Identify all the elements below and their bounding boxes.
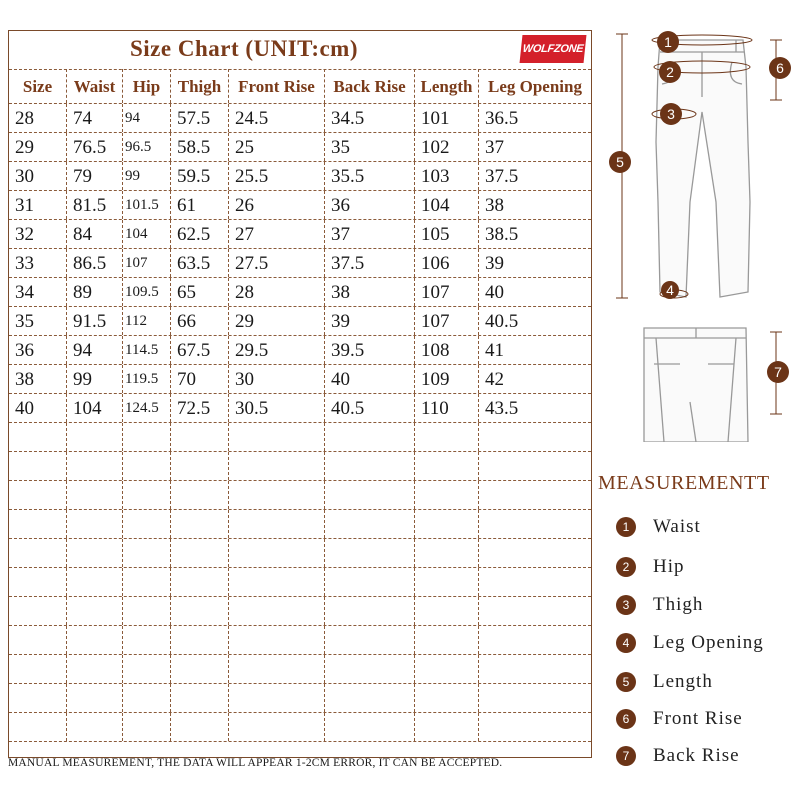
- empty-row: [9, 510, 591, 539]
- empty-cell: [415, 481, 479, 509]
- empty-cell: [9, 626, 67, 654]
- empty-cell: [325, 568, 415, 596]
- table-cell: 107: [415, 278, 479, 306]
- legend-item: [616, 671, 713, 695]
- empty-cell: [325, 626, 415, 654]
- empty-cell: [479, 713, 591, 741]
- empty-cell: [9, 510, 67, 538]
- table-cell: 36: [9, 336, 67, 364]
- empty-cell: [229, 597, 325, 625]
- table-cell: 30.5: [229, 394, 325, 422]
- empty-cell: [171, 626, 229, 654]
- empty-cell: [415, 655, 479, 683]
- empty-cell: [171, 568, 229, 596]
- column-header: Back Rise: [325, 69, 415, 103]
- table-cell: 37: [325, 220, 415, 248]
- empty-cell: [123, 713, 171, 741]
- table-cell: 108: [415, 336, 479, 364]
- table-cell: 96.5: [123, 133, 171, 161]
- empty-cell: [67, 568, 123, 596]
- table-cell: 70: [171, 365, 229, 393]
- table-cell: 40.5: [325, 394, 415, 422]
- empty-cell: [67, 452, 123, 480]
- table-cell: 67.5: [171, 336, 229, 364]
- empty-cell: [325, 423, 415, 451]
- number-badge: 2: [616, 557, 636, 577]
- table-cell: 66: [171, 307, 229, 335]
- empty-cell: [171, 713, 229, 741]
- empty-cell: [415, 423, 479, 451]
- empty-row: [9, 539, 591, 568]
- number-badge: 4: [616, 633, 636, 653]
- empty-cell: [67, 684, 123, 712]
- empty-cell: [171, 539, 229, 567]
- chart-title: Size Chart (UNIT:cm): [129, 36, 359, 61]
- table-cell: 39: [325, 307, 415, 335]
- empty-cell: [325, 539, 415, 567]
- table-cell: 65: [171, 278, 229, 306]
- table-cell: 101: [415, 104, 479, 132]
- empty-cell: [123, 510, 171, 538]
- table-cell: 103: [415, 162, 479, 190]
- empty-cell: [229, 452, 325, 480]
- legend-label: Hip: [653, 556, 685, 577]
- empty-cell: [171, 423, 229, 451]
- empty-cell: [123, 597, 171, 625]
- empty-cell: [229, 626, 325, 654]
- empty-cell: [171, 481, 229, 509]
- empty-cell: [67, 481, 123, 509]
- empty-cell: [325, 684, 415, 712]
- table-cell: 39: [485, 253, 504, 274]
- table-cell: 25.5: [229, 162, 325, 190]
- table-cell: 38: [9, 365, 67, 393]
- empty-cell: [325, 597, 415, 625]
- empty-cell: [9, 655, 67, 683]
- pants-diagram: [598, 22, 798, 442]
- table-cell: 58.5: [171, 133, 229, 161]
- empty-cell: [229, 568, 325, 596]
- table-row: [9, 365, 591, 394]
- legend-item: [616, 745, 740, 769]
- marker-6: [769, 57, 791, 79]
- table-cell: 114.5: [123, 336, 171, 364]
- empty-cell: [123, 423, 171, 451]
- number-badge: 1: [616, 517, 636, 537]
- column-header: Thigh: [171, 69, 229, 103]
- measurement-note: MANUAL MEASUREMENT, THE DATA WILL APPEAR 1-2CM ERROR, IT CAN BE ACCEPTED.: [8, 757, 503, 769]
- table-cell: 34.5: [325, 104, 415, 132]
- empty-cell: [479, 423, 591, 451]
- svg-text:2: 2: [666, 64, 674, 80]
- brand-logo: WOLFZONE: [520, 35, 587, 63]
- legend-label: Length: [653, 671, 713, 692]
- table-row: [9, 278, 591, 307]
- marker-7: [767, 361, 789, 383]
- number-badge: 3: [616, 595, 636, 615]
- table-cell: 62.5: [171, 220, 229, 248]
- table-cell: 30: [229, 365, 325, 393]
- empty-cell: [415, 452, 479, 480]
- table-cell: 43.5: [485, 398, 519, 419]
- table-cell: 109.5: [123, 278, 171, 306]
- column-header: Size: [9, 69, 67, 103]
- empty-cell: [479, 626, 591, 654]
- empty-cell: [325, 481, 415, 509]
- empty-cell: [325, 510, 415, 538]
- empty-cell: [479, 452, 591, 480]
- table-cell: 39.5: [325, 336, 415, 364]
- table-cell: 106: [415, 249, 479, 277]
- number-badge: 6: [616, 709, 636, 729]
- empty-cell: [171, 510, 229, 538]
- table-cell: 42: [485, 369, 504, 390]
- table-row: [9, 220, 591, 249]
- empty-cell: [67, 510, 123, 538]
- empty-cell: [67, 626, 123, 654]
- table-cell: 26: [229, 191, 325, 219]
- table-cell: 61: [171, 191, 229, 219]
- table-cell: 29: [9, 133, 67, 161]
- table-cell: 29: [229, 307, 325, 335]
- table-row: [9, 336, 591, 365]
- table-cell: 35: [325, 133, 415, 161]
- table-cell: 112: [123, 307, 171, 335]
- empty-cell: [479, 568, 591, 596]
- table-cell: 99: [123, 162, 171, 190]
- empty-cell: [9, 684, 67, 712]
- legend-label: Leg Opening: [653, 632, 764, 653]
- table-cell: 38: [485, 195, 504, 216]
- table-header: [9, 69, 591, 104]
- table-cell: 24.5: [229, 104, 325, 132]
- table-cell: 28: [229, 278, 325, 306]
- table-cell: 81.5: [67, 191, 123, 219]
- empty-row: [9, 684, 591, 713]
- column-header: Length: [415, 69, 479, 103]
- empty-cell: [123, 684, 171, 712]
- empty-cell: [229, 713, 325, 741]
- empty-cell: [415, 713, 479, 741]
- empty-cell: [229, 423, 325, 451]
- table-cell: 91.5: [67, 307, 123, 335]
- empty-cell: [229, 481, 325, 509]
- table-row: [9, 394, 591, 423]
- empty-row: [9, 597, 591, 626]
- table-cell: 30: [9, 162, 67, 190]
- column-header: Front Rise: [229, 69, 325, 103]
- table-cell: 94: [123, 104, 171, 132]
- legend-item: [616, 632, 764, 656]
- table-cell: 36.5: [485, 108, 519, 129]
- svg-text:6: 6: [776, 60, 784, 76]
- empty-cell: [325, 452, 415, 480]
- marker-1: [657, 31, 679, 53]
- table-cell: 33: [9, 249, 67, 277]
- table-cell: 104: [415, 191, 479, 219]
- empty-cell: [479, 597, 591, 625]
- table-cell: 38: [325, 278, 415, 306]
- empty-cell: [123, 626, 171, 654]
- empty-cell: [171, 597, 229, 625]
- table-row: [9, 249, 591, 278]
- table-cell: 27.5: [229, 249, 325, 277]
- empty-cell: [171, 684, 229, 712]
- measurement-title: MEASUREMENTT: [598, 472, 770, 494]
- table-cell: 35: [9, 307, 67, 335]
- table-cell: 79: [67, 162, 123, 190]
- table-cell: 38.5: [485, 224, 519, 245]
- empty-cell: [415, 539, 479, 567]
- table-row: [9, 191, 591, 220]
- table-cell: 40: [325, 365, 415, 393]
- empty-cell: [9, 423, 67, 451]
- empty-cell: [9, 597, 67, 625]
- table-cell: 94: [67, 336, 123, 364]
- legend-label: Back Rise: [653, 745, 740, 766]
- table-cell: 31: [9, 191, 67, 219]
- table-cell: 104: [67, 394, 123, 422]
- number-badge: 7: [616, 746, 636, 766]
- marker-5: [609, 151, 631, 173]
- table-cell: 29.5: [229, 336, 325, 364]
- empty-row: [9, 713, 591, 742]
- table-cell: 109: [415, 365, 479, 393]
- empty-cell: [67, 539, 123, 567]
- empty-cell: [9, 452, 67, 480]
- empty-cell: [67, 655, 123, 683]
- table-cell: 40: [9, 394, 67, 422]
- table-cell: 27: [229, 220, 325, 248]
- table-cell: 89: [67, 278, 123, 306]
- empty-cell: [415, 510, 479, 538]
- empty-cell: [9, 568, 67, 596]
- svg-text:4: 4: [666, 282, 674, 298]
- table-cell: 59.5: [171, 162, 229, 190]
- empty-cell: [67, 423, 123, 451]
- table-cell: 37: [485, 137, 504, 158]
- table-cell: 84: [67, 220, 123, 248]
- empty-cell: [415, 684, 479, 712]
- title-bar: [9, 31, 591, 70]
- marker-4: [661, 281, 679, 299]
- legend-item: [616, 516, 701, 540]
- svg-text:3: 3: [667, 106, 675, 122]
- table-cell: 40.5: [485, 311, 519, 332]
- table-cell: 104: [123, 220, 171, 248]
- empty-cell: [229, 539, 325, 567]
- pants-back-illustration: [644, 328, 748, 442]
- table-cell: 110: [415, 394, 479, 422]
- table-cell: 119.5: [123, 365, 171, 393]
- empty-cell: [123, 568, 171, 596]
- empty-cell: [325, 713, 415, 741]
- empty-row: [9, 655, 591, 684]
- empty-cell: [325, 655, 415, 683]
- empty-cell: [479, 539, 591, 567]
- marker-3: [660, 103, 682, 125]
- column-header: Hip: [123, 69, 171, 103]
- table-cell: 28: [9, 104, 67, 132]
- empty-cell: [123, 655, 171, 683]
- table-cell: 37.5: [485, 166, 519, 187]
- marker-2: [659, 61, 681, 83]
- legend-item: [616, 556, 685, 580]
- table-cell: 35.5: [325, 162, 415, 190]
- table-cell: 105: [415, 220, 479, 248]
- empty-cell: [229, 655, 325, 683]
- legend-label: Front Rise: [653, 708, 743, 729]
- empty-cell: [229, 684, 325, 712]
- empty-cell: [9, 539, 67, 567]
- table-cell: 74: [67, 104, 123, 132]
- table-row: [9, 307, 591, 336]
- legend-item: [616, 594, 703, 618]
- empty-cell: [415, 626, 479, 654]
- empty-cell: [123, 539, 171, 567]
- empty-cell: [479, 684, 591, 712]
- table-cell: 25: [229, 133, 325, 161]
- table-cell: 63.5: [171, 249, 229, 277]
- table-cell: 102: [415, 133, 479, 161]
- table-cell: 40: [485, 282, 504, 303]
- empty-cell: [171, 452, 229, 480]
- number-badge: 5: [616, 672, 636, 692]
- table-cell: 86.5: [67, 249, 123, 277]
- table-cell: 101.5: [123, 191, 171, 219]
- empty-cell: [415, 568, 479, 596]
- empty-cell: [9, 713, 67, 741]
- table-row: [9, 104, 591, 133]
- empty-cell: [415, 597, 479, 625]
- empty-cell: [229, 510, 325, 538]
- table-cell: 32: [9, 220, 67, 248]
- table-cell: 107: [415, 307, 479, 335]
- size-chart: [8, 30, 592, 758]
- column-header: Waist: [67, 69, 123, 103]
- table-cell: 76.5: [67, 133, 123, 161]
- table-cell: 37.5: [325, 249, 415, 277]
- svg-text:1: 1: [664, 34, 672, 50]
- empty-cell: [171, 655, 229, 683]
- empty-cell: [67, 597, 123, 625]
- legend-label: Thigh: [653, 594, 704, 615]
- legend-label: Waist: [653, 516, 701, 537]
- legend-item: [616, 708, 743, 732]
- empty-row: [9, 626, 591, 655]
- empty-row: [9, 568, 591, 597]
- table-cell: 57.5: [171, 104, 229, 132]
- table-cell: 36: [325, 191, 415, 219]
- svg-text:5: 5: [616, 154, 624, 170]
- table-cell: 72.5: [171, 394, 229, 422]
- table-cell: 41: [485, 340, 504, 361]
- table-cell: 99: [67, 365, 123, 393]
- empty-row: [9, 481, 591, 510]
- empty-cell: [123, 452, 171, 480]
- table-row: [9, 133, 591, 162]
- table-cell: 124.5: [123, 394, 171, 422]
- empty-cell: [479, 481, 591, 509]
- empty-row: [9, 452, 591, 481]
- svg-text:7: 7: [774, 364, 782, 380]
- empty-row: [9, 423, 591, 452]
- table-row: [9, 162, 591, 191]
- empty-cell: [9, 481, 67, 509]
- empty-cell: [479, 510, 591, 538]
- column-header: Leg Opening: [488, 77, 582, 96]
- empty-cell: [479, 655, 591, 683]
- empty-cell: [123, 481, 171, 509]
- table-cell: 34: [9, 278, 67, 306]
- table-cell: 107: [123, 249, 171, 277]
- empty-cell: [67, 713, 123, 741]
